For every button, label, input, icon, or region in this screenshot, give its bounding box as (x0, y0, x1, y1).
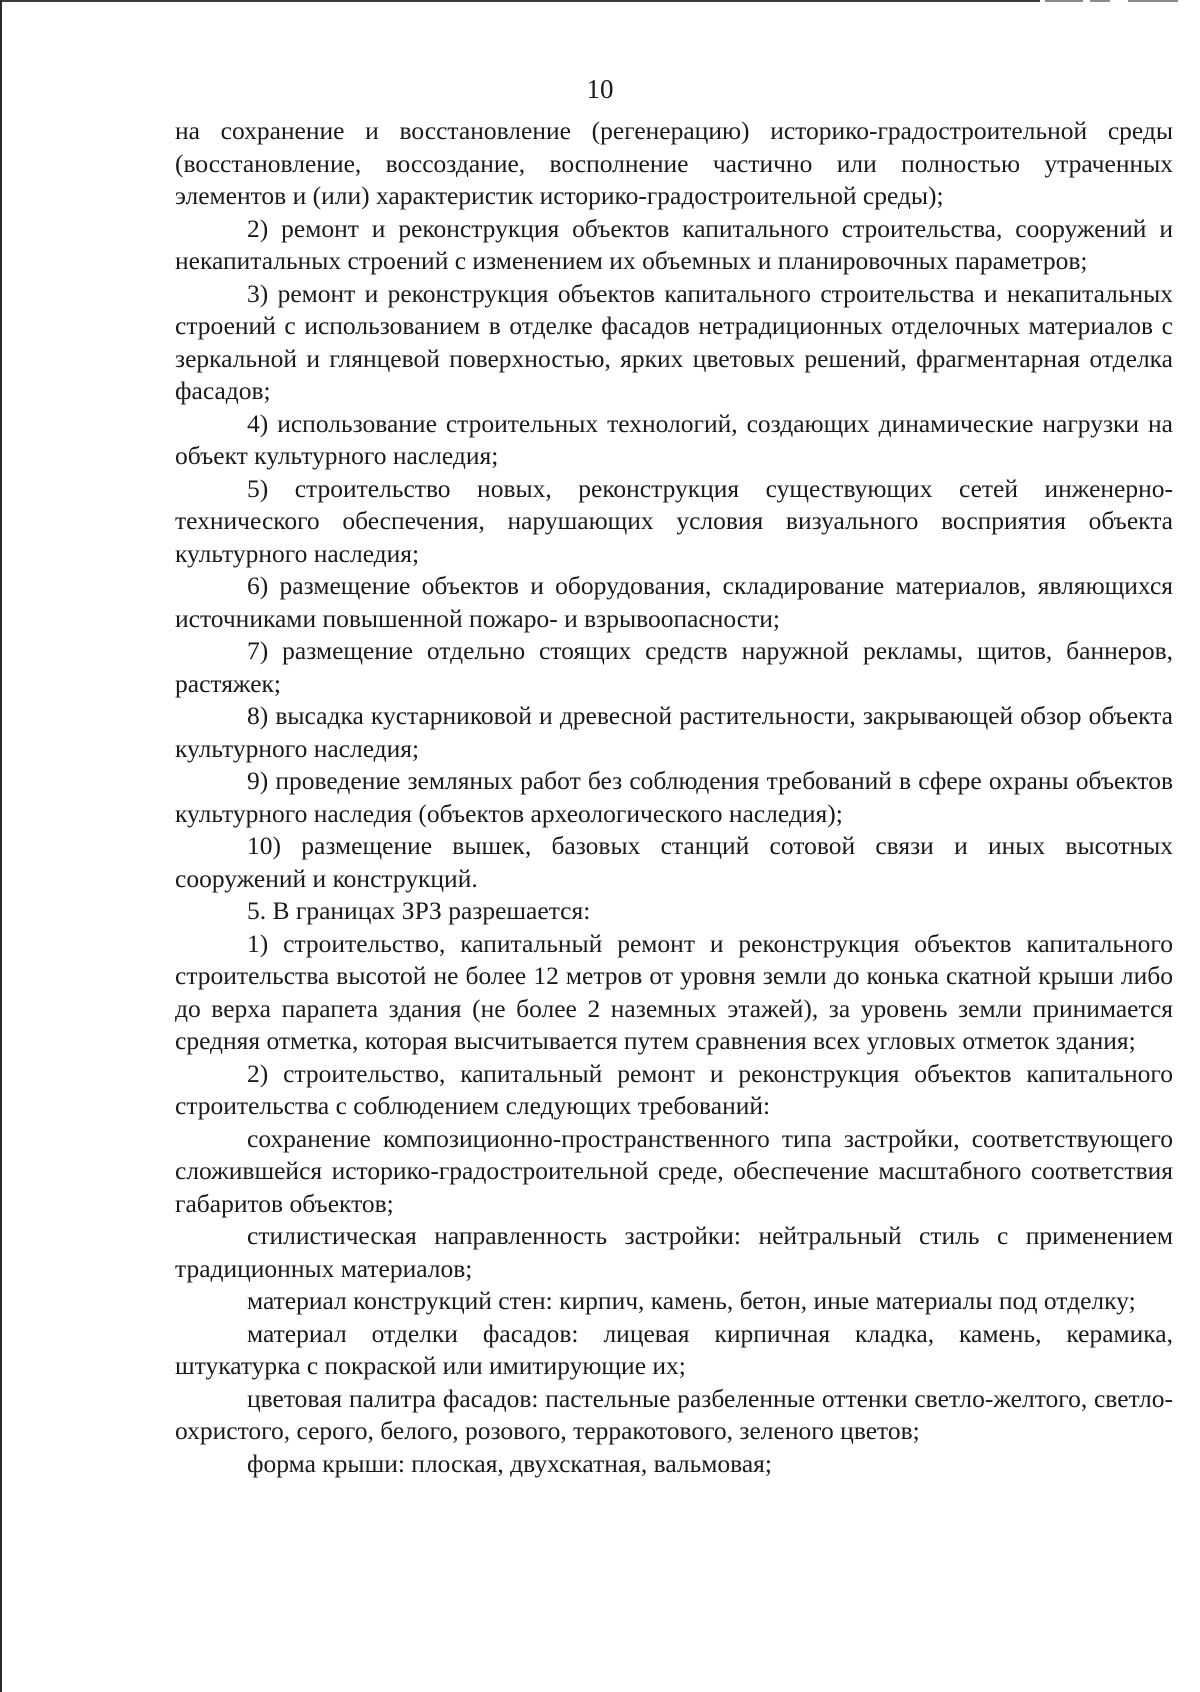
paragraph: на сохранение и восстановление (регенерацию) историко-градостроительной среды (восстановление, воссоздание, восполнение частично или полностью утраченных элементов и (или) характеристик историко-градостроительной среды); (175, 116, 1173, 210)
requirement-item: сохранение композиционно-пространственного типа застройки, соответствующего сложившейся историко-градостроительной среде, обеспечение масштабного соответствия габаритов объектов; (175, 1123, 1173, 1218)
scan-top-mark (1090, 0, 1110, 2)
scan-top-edge (0, 0, 1040, 2)
page-number: 10 (586, 74, 614, 104)
list-item: 3) ремонт и реконструкция объектов капитального строительства и некапитальных строений с использованием в отделке фасадов нетрадиционных отделочных материалов с зеркальной и глянцевой поверхностью, ярких цветовых решений, фрагментарная отделка фасадов; (175, 278, 1173, 405)
list-item: 2) ремонт и реконструкция объектов капитального строительства, сооружений и некапитальных строений с изменением их объемных и планировочных параметров; (175, 213, 1173, 275)
section-heading: 5. В границах ЗРЗ разрешается: (247, 896, 591, 925)
requirement-item: цветовая палитра фасадов: пастельные разбеленные оттенки светло-желтого, светло-охристого, серого, белого, розового, терракотового, зеленого цветов; (175, 1383, 1173, 1445)
scan-top-mark (1045, 0, 1083, 2)
requirement-item: стилистическая направленность застройки: нейтральный стиль с применением традиционных материалов; (175, 1221, 1173, 1283)
requirement-item: форма крыши: плоская, двухскатная, вальмовая; (247, 1448, 772, 1478)
list-item: 10) размещение вышек, базовых станций сотовой связи и иных высотных сооружений и конструкций. (175, 831, 1173, 893)
list-item: 5) строительство новых, реконструкция существующих сетей инженерно-технического обеспечения, нарушающих условия визуального восприятия объекта культурного наследия; (175, 473, 1173, 568)
list-item: 4) использование строительных технологий, создающих динамические нагрузки на объект культурного наследия; (175, 408, 1173, 470)
requirement-item: материал конструкций стен: кирпич, камень, бетон, иные материалы под отделку; (247, 1286, 1136, 1315)
scan-top-mark (1128, 0, 1178, 2)
list-item: 7) размещение отдельно стоящих средств наружной рекламы, щитов, баннеров, растяжек; (175, 636, 1173, 698)
list-item: 2) строительство, капитальный ремонт и реконструкция объектов капитального строительства с соблюдением следующих требований: (175, 1058, 1173, 1120)
list-item: 1) строительство, капитальный ремонт и реконструкция объектов капитального строительства высотой не более 12 метров от уровня земли до конька скатной крыши либо до верха парапета здания (не более 2 наземных этажей), за уровень земли принимается средняя отметка, которая высчитывается путем сравнения всех угловых отметок здания; (175, 928, 1173, 1055)
list-item: 8) высадка кустарниковой и древесной растительности, закрывающей обзор объекта культурного наследия; (175, 701, 1173, 763)
scan-left-edge (0, 0, 2, 1692)
document-body (175, 115, 1173, 1480)
requirement-item: материал отделки фасадов: лицевая кирпичная кладка, камень, керамика, штукатурка с покраской или имитирующие их; (175, 1318, 1173, 1380)
list-item: 9) проведение земляных работ без соблюдения требований в сфере охраны объектов культурного наследия (объектов археологического наследия); (175, 766, 1173, 828)
list-item: 6) размещение объектов и оборудования, складирование материалов, являющихся источниками повышенной пожаро- и взрывоопасности; (175, 571, 1173, 633)
